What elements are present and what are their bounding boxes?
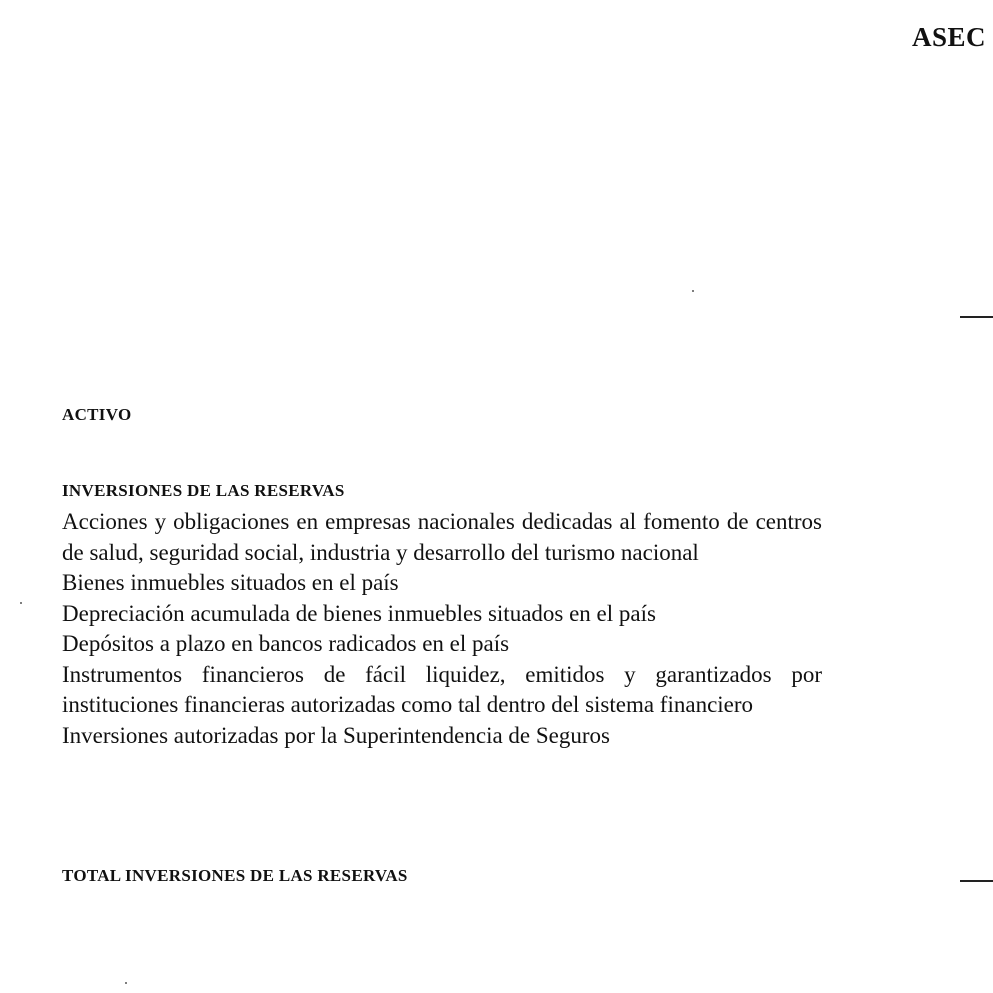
- activo-heading: ACTIVO: [62, 405, 132, 424]
- scan-speck: [20, 602, 22, 604]
- scan-speck: [692, 290, 694, 292]
- scan-speck: [125, 982, 127, 984]
- list-item: Instrumentos financieros de fácil liquidez, emitidos y garantizados por instituciones financieras autorizadas como tal dentro del sistema financiero: [62, 661, 822, 717]
- total-heading: TOTAL INVERSIONES DE LAS RESERVAS: [62, 866, 408, 885]
- inversiones-heading: INVERSIONES DE LAS RESERVAS: [62, 481, 345, 500]
- list-item: Acciones y obligaciones en empresas nacionales dedicadas al fomento de centros de salud, seguridad social, industria y desarrollo del turismo nacional: [62, 509, 822, 565]
- list-item: Depreciación acumulada de bienes inmuebles situados en el país: [62, 600, 656, 626]
- page-header-fragment: ASEC: [912, 22, 987, 52]
- column-rule-top: [960, 316, 993, 318]
- list-item: Bienes inmuebles situados en el país: [62, 570, 399, 595]
- list-item: Depósitos a plazo en bancos radicados en el país: [62, 631, 510, 656]
- investment-items-list: [62, 507, 822, 751]
- list-item: Inversiones autorizadas por la Superintendencia de Seguros: [62, 722, 610, 748]
- column-rule-total: [960, 880, 993, 882]
